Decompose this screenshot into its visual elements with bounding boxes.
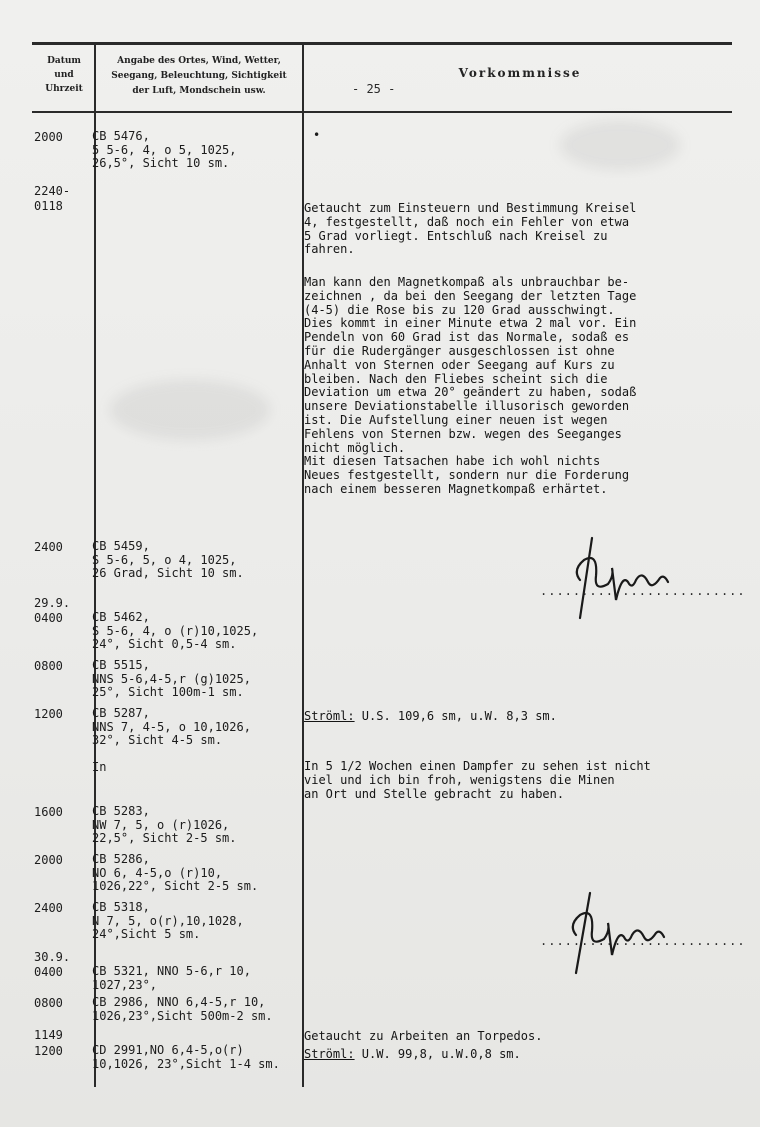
- entry-time: 2000: [34, 130, 63, 144]
- entry-conditions: CB 2986, NNO 6,4-5,r 10, 1026,23°,Sicht 500m-2 sm.: [92, 995, 273, 1023]
- signature-2: [552, 885, 682, 980]
- entry-time: 30.9. 0400: [34, 950, 71, 979]
- entry-time: 2400: [34, 540, 63, 554]
- entry-time: 0800: [34, 659, 63, 673]
- note-magnetkompass: Man kann den Magnetkompaß als unbrauchbar be- zeichnen , da bei den Seegang der letzten Tage (4-5) die Rose bis zu 120 Grad ausschwingt. Dies kommt in einer Minute etwa 2 mal vor. Ein Pendeln von 60 Grad ist das Normale, sodaß es für die Rudergänger ausgeschlossen ist ohne Anhalt von Sternen oder Seegang auf Kurs zu bleiben. Nach den Fliebes scheint sich die Deviation um etwa 20° geändert zu haben, sodaß unsere Deviationstabelle illusorisch geworden ist. Die Aufstellung einer neuen ist wegen Fehlens von Sternen bzw. wegen des Seeganges nicht möglich. Mit diesen Tatsachen habe ich wohl nichts Neues festgestellt, sondern nur die Forderung nach einem besseren Magnetkompaß erhärtet.: [304, 275, 637, 496]
- header-datum: Datum und Uhrzeit: [45, 56, 83, 94]
- header-angabe: Angabe des Ortes, Wind, Wetter, Seegang, Beleuchtung, Sichtigkeit der Luft, Mondschein usw.: [111, 56, 287, 96]
- signature-1: [552, 530, 682, 625]
- note-gyro: Getaucht zum Einsteuern und Bestimmung Kreisel 4, festgestellt, daß noch ein Fehler von etwa 5 Grad vorliegt. Entschluß nach Kreisel zu fahren.: [304, 201, 637, 257]
- header-bottom-rule: [32, 111, 732, 113]
- entry-conditions: CB 5476, 5 5-6, 4, o 5, 1025, 26,5°, Sicht 10 sm.: [92, 129, 237, 170]
- page-number: - 25 -: [352, 82, 396, 96]
- bullet-mark: •: [313, 128, 321, 142]
- entry-conditions: CB 5283, NW 7, 5, o (r)1026, 22,5°, Sicht 2-5 sm.: [92, 804, 237, 845]
- signature-dotted-line-1: .........................: [540, 584, 746, 598]
- entry-time: 2000: [34, 853, 63, 867]
- entry-conditions: CB 5318, N 7, 5, o(r),10,1028, 24°,Sicht 5 sm.: [92, 900, 244, 941]
- note-dampfer: In 5 1/2 Wochen einen Dampfer zu sehen ist nicht viel und ich bin froh, wenigstens die Minen an Ort und Stelle gebracht zu haben.: [304, 759, 651, 801]
- entry-time: 0800: [34, 996, 63, 1010]
- note-stromversetzung-2: Ströml: U.W. 99,8, u.W.0,8 sm.: [304, 1047, 521, 1061]
- entry-conditions: CB 5515, NNS 5-6,4-5,r (g)1025, 25°, Sicht 100m-1 sm.: [92, 658, 251, 699]
- entry-conditions: CB 5462, S 5-6, 4, o (r)10,1025, 24°, Sicht 0,5-4 sm.: [92, 610, 259, 651]
- entry-time: 1200: [34, 707, 63, 721]
- entry-conditions: CB 5321, NNO 5-6,r 10, 1027,23°,: [92, 964, 251, 992]
- note-stromversetzung: Ströml: U.S. 109,6 sm, u.W. 8,3 sm.: [304, 709, 557, 723]
- entry-conditions: CB 5287, NNS 7, 4-5, o 10,1026, 32°, Sicht 4-5 sm. In: [92, 706, 251, 774]
- entry-time: 29.9. 0400: [34, 596, 71, 625]
- entry-conditions: CD 2991,NO 6,4-5,o(r) 10,1026, 23°,Sicht 1-4 sm.: [92, 1043, 280, 1071]
- entry-time: 1600: [34, 805, 63, 819]
- entry-time: 2400: [34, 901, 63, 915]
- entry-conditions: CB 5286, NO 6, 4-5,o (r)10, 1026,22°, Sicht 2-5 sm.: [92, 852, 259, 893]
- entry-time: 1200: [34, 1044, 63, 1058]
- note-torpedo: Getaucht zu Arbeiten an Torpedos.: [304, 1029, 543, 1043]
- header-vorkommnisse: Vorkommnisse: [458, 66, 582, 80]
- entry-time: 2240- 0118: [34, 184, 71, 213]
- entry-conditions: CB 5459, S 5-6, 5, o 4, 1025, 26 Grad, Sicht 10 sm.: [92, 539, 244, 580]
- entry-time: 1149: [34, 1028, 63, 1042]
- signature-dotted-line-2: .........................: [540, 934, 746, 948]
- top-rule: [32, 42, 732, 45]
